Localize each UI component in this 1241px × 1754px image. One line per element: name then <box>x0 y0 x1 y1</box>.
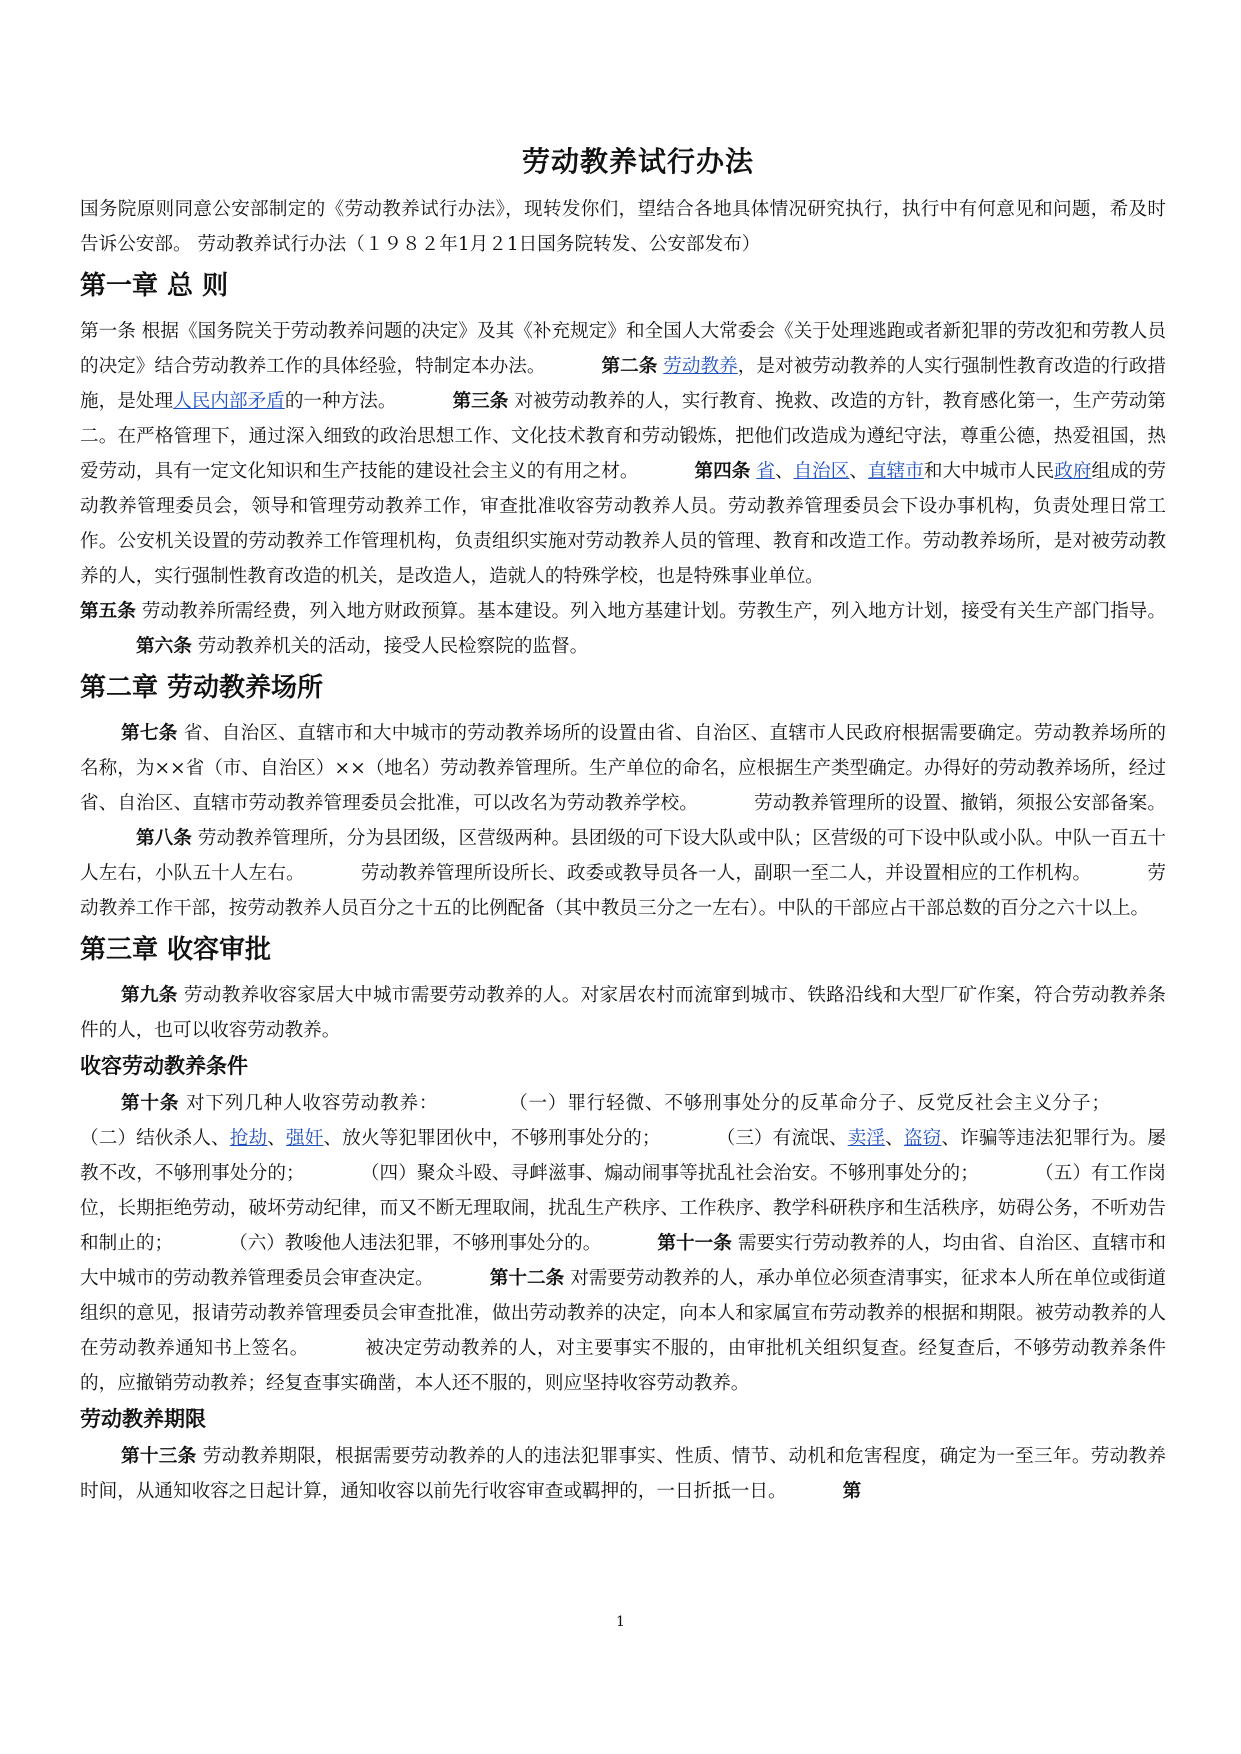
article-8-text-2: 劳动教养管理所设所长、政委或教导员各一人，副职一至二人，并设置相应的工作机构。 <box>360 863 1092 884</box>
article-6-label: 第六条 <box>136 636 192 657</box>
article-3-text: 对被劳动教养的人，实行教育、挽救、改造的方针，教育感化第一，生产劳动第二。在严格管理下，通过深入细致的政治思想工作、文化技术教育和劳动锻炼，把他们改造成为遵纪守法，尊重公德，热爱祖国，热爱劳动，具有一定文化知识和生产技能的建设社会主义的有用之材。 <box>80 391 1166 482</box>
intro-paragraph <box>80 192 1166 262</box>
chapter-3-heading: 第三章 收容审批 <box>80 935 272 965</box>
article-2-label: 第二条 <box>601 356 658 377</box>
link-qiangjian[interactable]: 强奸 <box>286 1128 324 1149</box>
article-10-item-2-end: 、放火等犯罪团伙中，不够刑事处分的； <box>323 1128 661 1149</box>
article-5-label: 第五条 <box>80 601 136 622</box>
article-2-text: ，是对被劳动教养的人实行强制性教育改造的行政措施，是处理 <box>80 356 1166 412</box>
article-10-item-4: （四）聚众斗殴、寻衅滋事、煽动闹事等扰乱社会治安。不够刑事处分的； <box>360 1163 979 1184</box>
link-laodong-jiaoyang[interactable]: 劳动教养 <box>663 356 738 377</box>
article-12-text: 对需要劳动教养的人，承办单位必须查清事实，征求本人所在单位或街道组织的意见，报请劳动教养管理委员会审查批准，做出劳动教养的决定，向本人和家属宣布劳动教养的根据和期限。被劳动教养的人在劳动教养通知书上签名。 <box>80 1268 1166 1359</box>
document-body <box>80 140 1166 1509</box>
link-zizhiqu[interactable]: 自治区 <box>793 461 850 482</box>
article-9-paragraph <box>80 978 1166 1048</box>
article-11-text: 需要实行劳动教养的人，均由省、自治区、直辖市和大中城市的劳动教养管理委员会审查决定。 <box>80 1233 1166 1289</box>
article-10-item-2: （二）结伙杀人、 <box>80 1128 230 1149</box>
article-13-label: 第十三条 <box>121 1446 197 1467</box>
article-5-text: 劳动教养所需经费，列入地方财政预算。基本建设。列入地方基建计划。劳教生产，列入地方计划，接受有关生产部门指导。 <box>141 601 1166 622</box>
article-10-text: 对下列几种人收容劳动教养： <box>185 1093 439 1114</box>
article-10-item-5: （五）有工作岗位，长期拒绝劳动，破坏劳动纪律，而又不断无理取闹，扰乱生产秩序、工作秩序、教学科研秩序和生活秩序，妨碍公务，不听劝告和制止的； <box>80 1163 1166 1254</box>
link-maiyin[interactable]: 卖淫 <box>847 1128 886 1149</box>
article-3-label: 第三条 <box>452 391 509 412</box>
article-6-text: 劳动教养机关的活动，接受人民检察院的监督。 <box>197 636 589 657</box>
section-jiaoyang-qixian: 劳动教养期限 <box>80 1407 206 1431</box>
link-qiangjie[interactable]: 抢劫 <box>229 1128 268 1149</box>
article-13-text: 劳动教养期限，根据需要劳动教养的人的违法犯罪事实、性质、情节、动机和危害程度，确定为一至三年。劳动教养时间，从通知收容之日起计算，通知收容以前先行收容审查或羁押的，一日折抵一日。 <box>80 1446 1166 1502</box>
separator: 、 <box>885 1128 904 1149</box>
page-number: 1 <box>616 1614 625 1630</box>
chapter-1-body <box>80 314 1166 664</box>
section-shourong-tiaojian: 收容劳动教养条件 <box>80 1054 248 1078</box>
chapter-2-heading: 第二章 劳动教养场所 <box>80 673 324 703</box>
separator: 、 <box>774 461 794 482</box>
separator: 、 <box>849 461 869 482</box>
articles-10-12-paragraph <box>80 1086 1166 1401</box>
article-10-item-3-end: 、诈骗等违法犯罪行为。屡教不改，不够刑事处分的； <box>80 1128 1166 1184</box>
document-title: 劳动教养试行办法 <box>521 145 754 178</box>
link-renmin-neibu-maodun[interactable]: 人民内部矛盾 <box>173 391 285 412</box>
link-daoqie[interactable]: 盗窃 <box>903 1128 942 1149</box>
chapter-1-heading: 第一章 总 则 <box>80 271 229 301</box>
article-4-text: 和大中城市人民 <box>923 461 1055 482</box>
article-10-item-6: （六）教唆他人违法犯罪，不够刑事处分的。 <box>229 1233 602 1254</box>
link-sheng[interactable]: 省 <box>756 461 775 482</box>
article-8-label: 第八条 <box>136 828 192 849</box>
article-7-text: 省、自治区、直辖市和大中城市的劳动教养场所的设置由省、自治区、直辖市人民政府根据需要确定。劳动教养场所的名称，为××省（市、自治区）××（地名）劳动教养管理所。生产单位的命名，应根据生产类型确定。办得好的劳动教养场所，经过省、自治区、直辖市劳动教养管理委员会批准，可以改名为劳动教养学校。 <box>80 723 1166 814</box>
article-10-item-3: （三）有流氓、 <box>716 1128 848 1149</box>
article-10-item-1: （一）罪行轻微、不够刑事处分的反革命分子、反党反社会主义分子； <box>508 1093 1110 1114</box>
article-8-text: 劳动教养管理所，分为县团级，区营级两种。县团级的可下设大队或中队；区营级的可下设中队或小队。中队一百五十人左右，小队五十人左右。 <box>80 828 1166 884</box>
article-8-text-3: 劳动教养工作干部，按劳动教养人员百分之十五的比例配备（其中教员三分之一左右）。中队的干部应占干部总数的百分之六十以上。 <box>80 863 1166 919</box>
article-11-label: 第十一条 <box>657 1233 732 1254</box>
intro-text: 国务院原则同意公安部制定的《劳动教养试行办法》，现转发你们，望结合各地具体情况研究执行，执行中有何意见和问题，希及时告诉公安部。 <box>80 199 1166 255</box>
article-12-label: 第十二条 <box>489 1268 565 1289</box>
link-zhixiashi[interactable]: 直辖市 <box>868 461 924 482</box>
article-7-label: 第七条 <box>121 723 178 744</box>
article-1-text: 第一条 根据《国务院关于劳动教养问题的决定》及其《补充规定》和全国人大常委会《关于处理逃跑或者新犯罪的劳改犯和劳教人员的决定》结合劳动教养工作的具体经验，特制定本办法。 <box>80 321 1166 377</box>
article-7-text-2: 劳动教养管理所的设置、撤销，须报公安部备案。 <box>753 793 1166 814</box>
article-4-text-end: 组成的劳动教养管理委员会，领导和管理劳动教养工作，审查批准收容劳动教养人员。劳动教养管理委员会下设办事机构，负责处理日常工作。公安机关设置的劳动教养工作管理机构，负责组织实施对劳动教养人员的管理、教育和改造工作。劳动教养场所，是对被劳动教养的人，实行强制性教育改造的机关，是改造人，造就人的特殊学校，也是特殊事业单位。 <box>80 461 1166 587</box>
article-9-text: 劳动教养收容家居大中城市需要劳动教养的人。对家居农村而流窜到城市、铁路沿线和大型厂矿作案，符合劳动教养条件的人，也可以收容劳动教养。 <box>80 985 1166 1041</box>
article-12-text-2: 被决定劳动教养的人，对主要事实不服的，由审批机关组织复查。经复查后，不够劳动教养条件的，应撤销劳动教养；经复查事实确凿，本人还不服的，则应坚持收容劳动教养。 <box>80 1338 1166 1394</box>
intro-subtitle: 劳动教养试行办法（１９８２年1月２1日国务院转发、公安部发布） <box>197 234 761 255</box>
trailing-article-label: 第 <box>842 1481 862 1502</box>
article-4-label: 第四条 <box>694 461 751 482</box>
article-2-text-end: 的一种方法。 <box>284 391 397 412</box>
separator: 、 <box>267 1128 287 1149</box>
article-10-label: 第十条 <box>121 1093 180 1114</box>
link-zhengfu[interactable]: 政府 <box>1054 461 1092 482</box>
article-9-label: 第九条 <box>121 985 178 1006</box>
chapter-2-body <box>80 716 1166 926</box>
article-13-paragraph <box>80 1439 1166 1509</box>
